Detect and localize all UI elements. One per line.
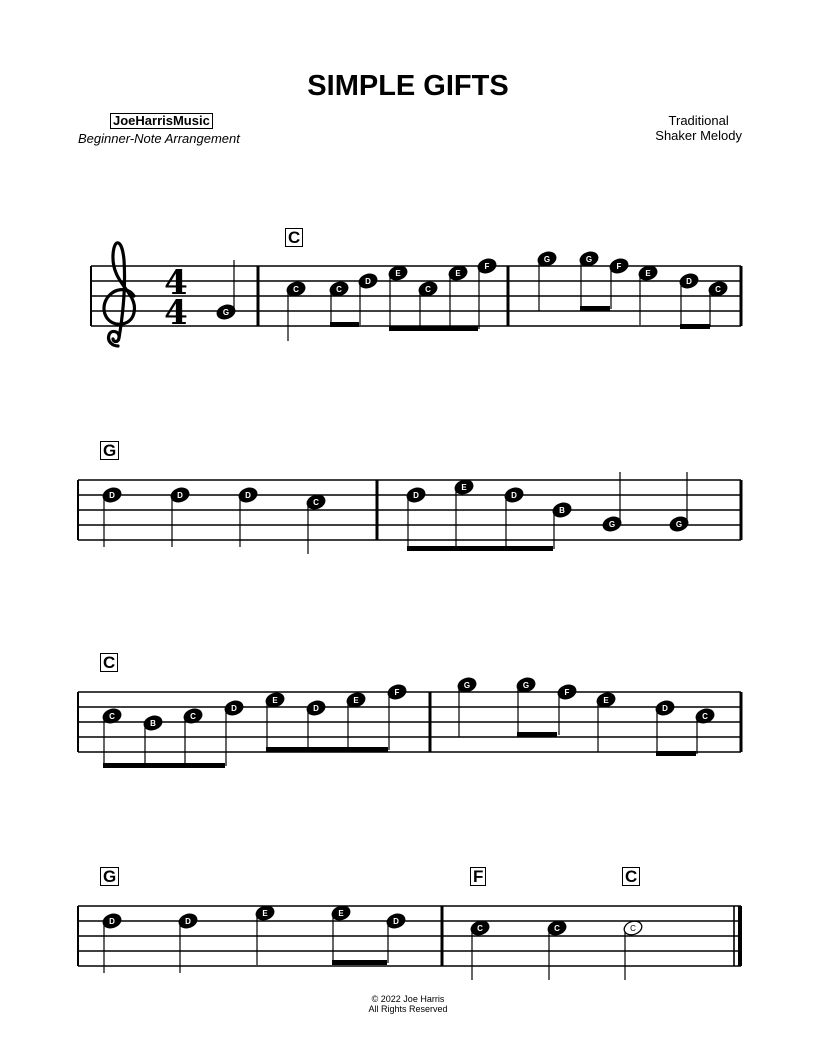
note-letter: D — [686, 277, 692, 286]
note-letter: C — [715, 285, 721, 294]
note-letter: D — [245, 491, 251, 500]
note-letter: D — [231, 704, 237, 713]
chord-symbol-5: F — [470, 867, 486, 886]
note-beam — [580, 306, 610, 311]
note-letter: B — [559, 506, 565, 515]
note-beam — [103, 763, 225, 768]
note-letter: D — [313, 704, 319, 713]
note-letter: F — [564, 688, 570, 697]
note-beam — [266, 747, 388, 752]
note-letter: G — [222, 308, 230, 317]
chord-symbol-1: C — [285, 228, 303, 247]
note-stems — [104, 259, 710, 980]
rights-line: All Rights Reserved — [368, 1004, 448, 1014]
publisher-logo: JoeHarrisMusic — [110, 113, 213, 129]
note-letter: E — [338, 909, 344, 918]
note-letter: C — [109, 712, 115, 721]
note-letter: C — [702, 712, 708, 721]
chord-symbol-3: C — [100, 653, 118, 672]
note-letter: E — [455, 269, 461, 278]
note-letter: G — [463, 681, 471, 690]
note-letter: D — [413, 491, 419, 500]
note-beam — [407, 546, 553, 551]
note-letter: C — [630, 924, 636, 933]
note-letter: C — [190, 712, 196, 721]
note-beam — [332, 960, 387, 965]
treble-clef-icon — [104, 243, 134, 346]
chord-symbol-2: G — [100, 441, 119, 460]
note-letter: D — [185, 917, 191, 926]
note-letter: E — [262, 909, 268, 918]
note-letter: C — [336, 285, 342, 294]
note-beam — [330, 322, 359, 327]
note-letter: D — [393, 917, 399, 926]
note-letter: C — [313, 498, 319, 507]
note-letter: E — [603, 696, 609, 705]
note-letter: G — [675, 520, 683, 529]
note-letter: F — [616, 262, 622, 271]
note-beam — [656, 751, 696, 756]
note-beams — [103, 306, 710, 965]
note-letter: D — [109, 491, 115, 500]
chord-symbol-6: C — [622, 867, 640, 886]
note-letter: C — [425, 285, 431, 294]
note-letter: G — [608, 520, 616, 529]
note-letter: B — [150, 719, 156, 728]
notes — [101, 250, 728, 937]
note-letter: D — [109, 917, 115, 926]
note-beam — [680, 324, 710, 329]
note-letter: G — [585, 255, 593, 264]
time-signature — [164, 263, 188, 333]
song-title: SIMPLE GIFTS — [307, 70, 509, 102]
composer-line-2: Shaker Melody — [655, 128, 742, 143]
note-beam — [389, 326, 478, 331]
note-letter: C — [554, 924, 560, 933]
chord-symbol-4: G — [100, 867, 119, 886]
note-letter: F — [394, 688, 400, 697]
time-signature-bottom: 4 — [164, 293, 188, 333]
time-signature-top: 4 — [164, 263, 188, 303]
note-letter: C — [477, 924, 483, 933]
composer-line-1: Traditional — [668, 113, 729, 128]
note-letter: G — [543, 255, 551, 264]
note-letter: E — [353, 696, 359, 705]
staff-lines — [78, 266, 741, 966]
note-letter: E — [461, 483, 467, 492]
note-letter: D — [511, 491, 517, 500]
note-letter: D — [365, 277, 371, 286]
note-letter: E — [395, 269, 401, 278]
note-letter: G — [522, 681, 530, 690]
copyright-footer — [0, 994, 816, 1014]
note-beam — [517, 732, 557, 737]
copyright-line: © 2022 Joe Harris — [371, 994, 445, 1004]
note-letter: F — [484, 262, 490, 271]
note-letter: D — [177, 491, 183, 500]
note-letter: D — [662, 704, 668, 713]
note-letter: C — [293, 285, 299, 294]
note-letter: E — [645, 269, 651, 278]
arrangement-subtitle: Beginner-Note Arrangement — [78, 131, 240, 146]
note-letter: E — [272, 696, 278, 705]
